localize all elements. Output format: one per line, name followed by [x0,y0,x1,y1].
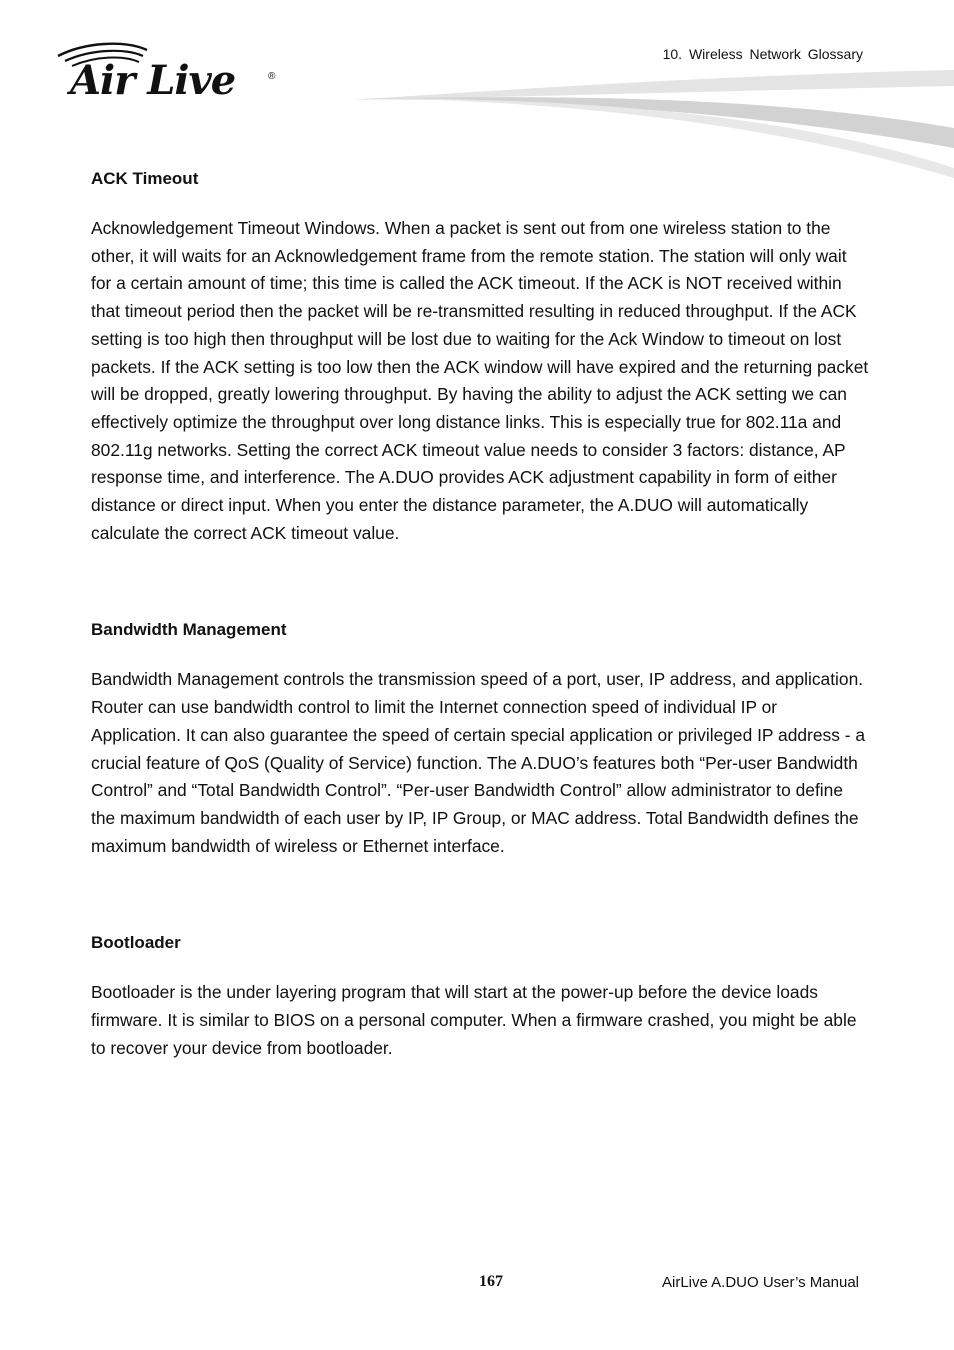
entry-body: Acknowledgement Timeout Windows. When a packet is sent out from one wireless station to the other, it will waits for an Acknowledgement frame from the remote station. The station will only wait for a certain amount of time; this time is called the ACK timeout. If the ACK is NOT received within that timeout period then the packet will be re-transmitted resulting in reduced throughput. If the ACK setting is too high then throughput will be lost due to waiting for the Ack Window to timeout on lost packets. If the ACK setting is too low then the ACK window will have expired and the returning packet will be dropped, greatly lowering throughput. By having the ability to adjust the ACK setting we can effectively optimize the throughput over long distance links. This is especially true for 802.11a and 802.11g networks. Setting the correct ACK timeout value needs to consider 3 factors: distance, AP response time, and interference. The A.DUO provides ACK adjustment capability in form of either distance or direct input. When you enter the distance parameter, the A.DUO will automatically calculate the correct ACK timeout value. [91,218,869,543]
registered-mark: ® [268,71,276,82]
page-number: 167 [479,1273,503,1290]
glossary-entry-bootloader [91,930,869,1062]
manual-title: AirLive A.DUO User’s Manual [661,1274,859,1291]
entry-heading: Bandwidth Management [91,620,287,640]
entry-heading: Bootloader [91,933,181,953]
glossary-entry-ack-timeout [91,166,869,547]
glossary-content [91,166,869,1062]
chapter-title: 10. Wireless Network Glossary [662,46,863,62]
entry-body: Bootloader is the under layering program that will start at the power-up before the device loads firmware. It is similar to BIOS on a personal computer. When a firmware crashed, you might be able to recover your device from bootloader. [91,982,857,1058]
glossary-entry-bandwidth-management [91,617,869,860]
entry-heading: ACK Timeout [91,169,199,188]
airlive-logo: Air Live [70,57,236,104]
entry-body: Bandwidth Management controls the transmission speed of a port, user, IP address, and application. Router can use bandwidth control to limit the Internet connection speed of individual IP or Application. It can also guarantee the speed of certain special application or privileged IP address - a crucial feature of QoS (Quality of Service) function. The A.DUO’s features both “Per-user Bandwidth Control” and “Total Bandwidth Control”. “Per-user Bandwidth Control” allow administrator to define the maximum bandwidth of each user by IP, IP Group, or MAC address. Total Bandwidth defines the maximum bandwidth of wireless or Ethernet interface. [91,669,866,856]
